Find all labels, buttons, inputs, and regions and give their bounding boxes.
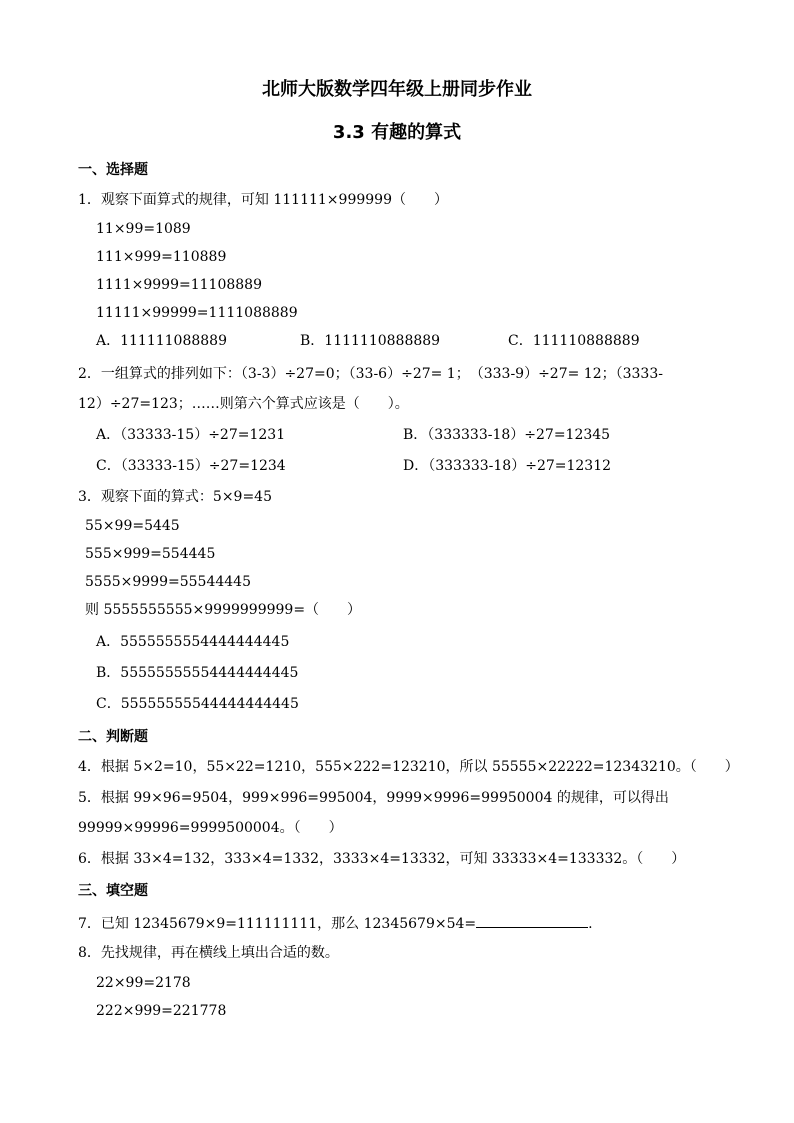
q3-example: 555×999=554445 <box>85 546 216 562</box>
answer-blank[interactable] <box>476 915 588 928</box>
question-7 <box>78 915 593 931</box>
q1-option-b: B．1111110888889 <box>300 333 441 349</box>
question-5: 5．根据 99×96=9504，999×996=995004，9999×9996=99950004 的规律，可以得出 <box>78 790 669 806</box>
q8-example: 222×999=221778 <box>96 1003 227 1019</box>
question-6: 6．根据 33×4=132，333×4=1332，3333×4=13332，可知 33333×4=133332。（ ） <box>78 851 686 867</box>
q3-option-b: B．55555555554444444445 <box>96 665 299 681</box>
q1-option-c: C．111110888889 <box>508 333 640 349</box>
question-7-end: . <box>588 916 593 932</box>
q3-example: 5555×9999=55544445 <box>85 574 251 590</box>
q3-example: 55×99=5445 <box>85 518 180 534</box>
question-4: 4．根据 5×2=10，55×22=1210，555×222=123210，所以 55555×22222=12343210。（ ） <box>78 759 739 775</box>
document-subtitle: 3.3 有趣的算式 <box>332 122 462 143</box>
q1-option-a: A．111111088889 <box>96 333 227 349</box>
q3-option-a: A．5555555554444444445 <box>96 634 290 650</box>
q1-example: 1111×9999=11108889 <box>96 277 262 293</box>
question-2-stem-continued: 12）÷27=123；……则第六个算式应该是（ ）。 <box>78 396 409 412</box>
q2-option-c: C．（33333-15）÷27=1234 <box>96 458 286 474</box>
q2-option-d: D．（333333-18）÷27=12312 <box>403 458 612 474</box>
document-title: 北师大版数学四年级上册同步作业 <box>262 79 532 100</box>
q3-option-c: C．55555555544444444445 <box>96 696 299 712</box>
q3-ask: 则 5555555555×9999999999=（ ） <box>85 602 362 618</box>
q1-example: 11×99=1089 <box>96 221 191 237</box>
question-5-continued: 99999×99996=9999500004。（ ） <box>78 820 343 836</box>
q1-example: 111×999=110889 <box>96 249 227 265</box>
q2-option-a: A．（33333-15）÷27=1231 <box>96 427 286 443</box>
question-1-stem: 1．观察下面算式的规律，可知 111111×999999（ ） <box>78 192 448 208</box>
q2-option-b: B．（333333-18）÷27=12345 <box>403 427 611 443</box>
question-3-stem: 3．观察下面的算式：5×9=45 <box>78 489 272 505</box>
q8-example: 22×99=2178 <box>96 975 191 991</box>
question-2-stem: 2．一组算式的排列如下：（3-3）÷27=0；（33-6）÷27= 1； （333-9）÷27= 12；（3333- <box>78 366 663 382</box>
section-heading-choice: 一、选择题 <box>78 162 148 178</box>
question-7-text: 7．已知 12345679×9=111111111，那么 12345679×54= <box>78 916 477 932</box>
question-8-stem: 8．先找规律，再在横线上填出合适的数。 <box>78 945 339 961</box>
section-heading-judge: 二、判断题 <box>78 729 148 745</box>
section-heading-fill: 三、填空题 <box>78 883 148 899</box>
q1-example: 11111×99999=1111088889 <box>96 305 298 321</box>
